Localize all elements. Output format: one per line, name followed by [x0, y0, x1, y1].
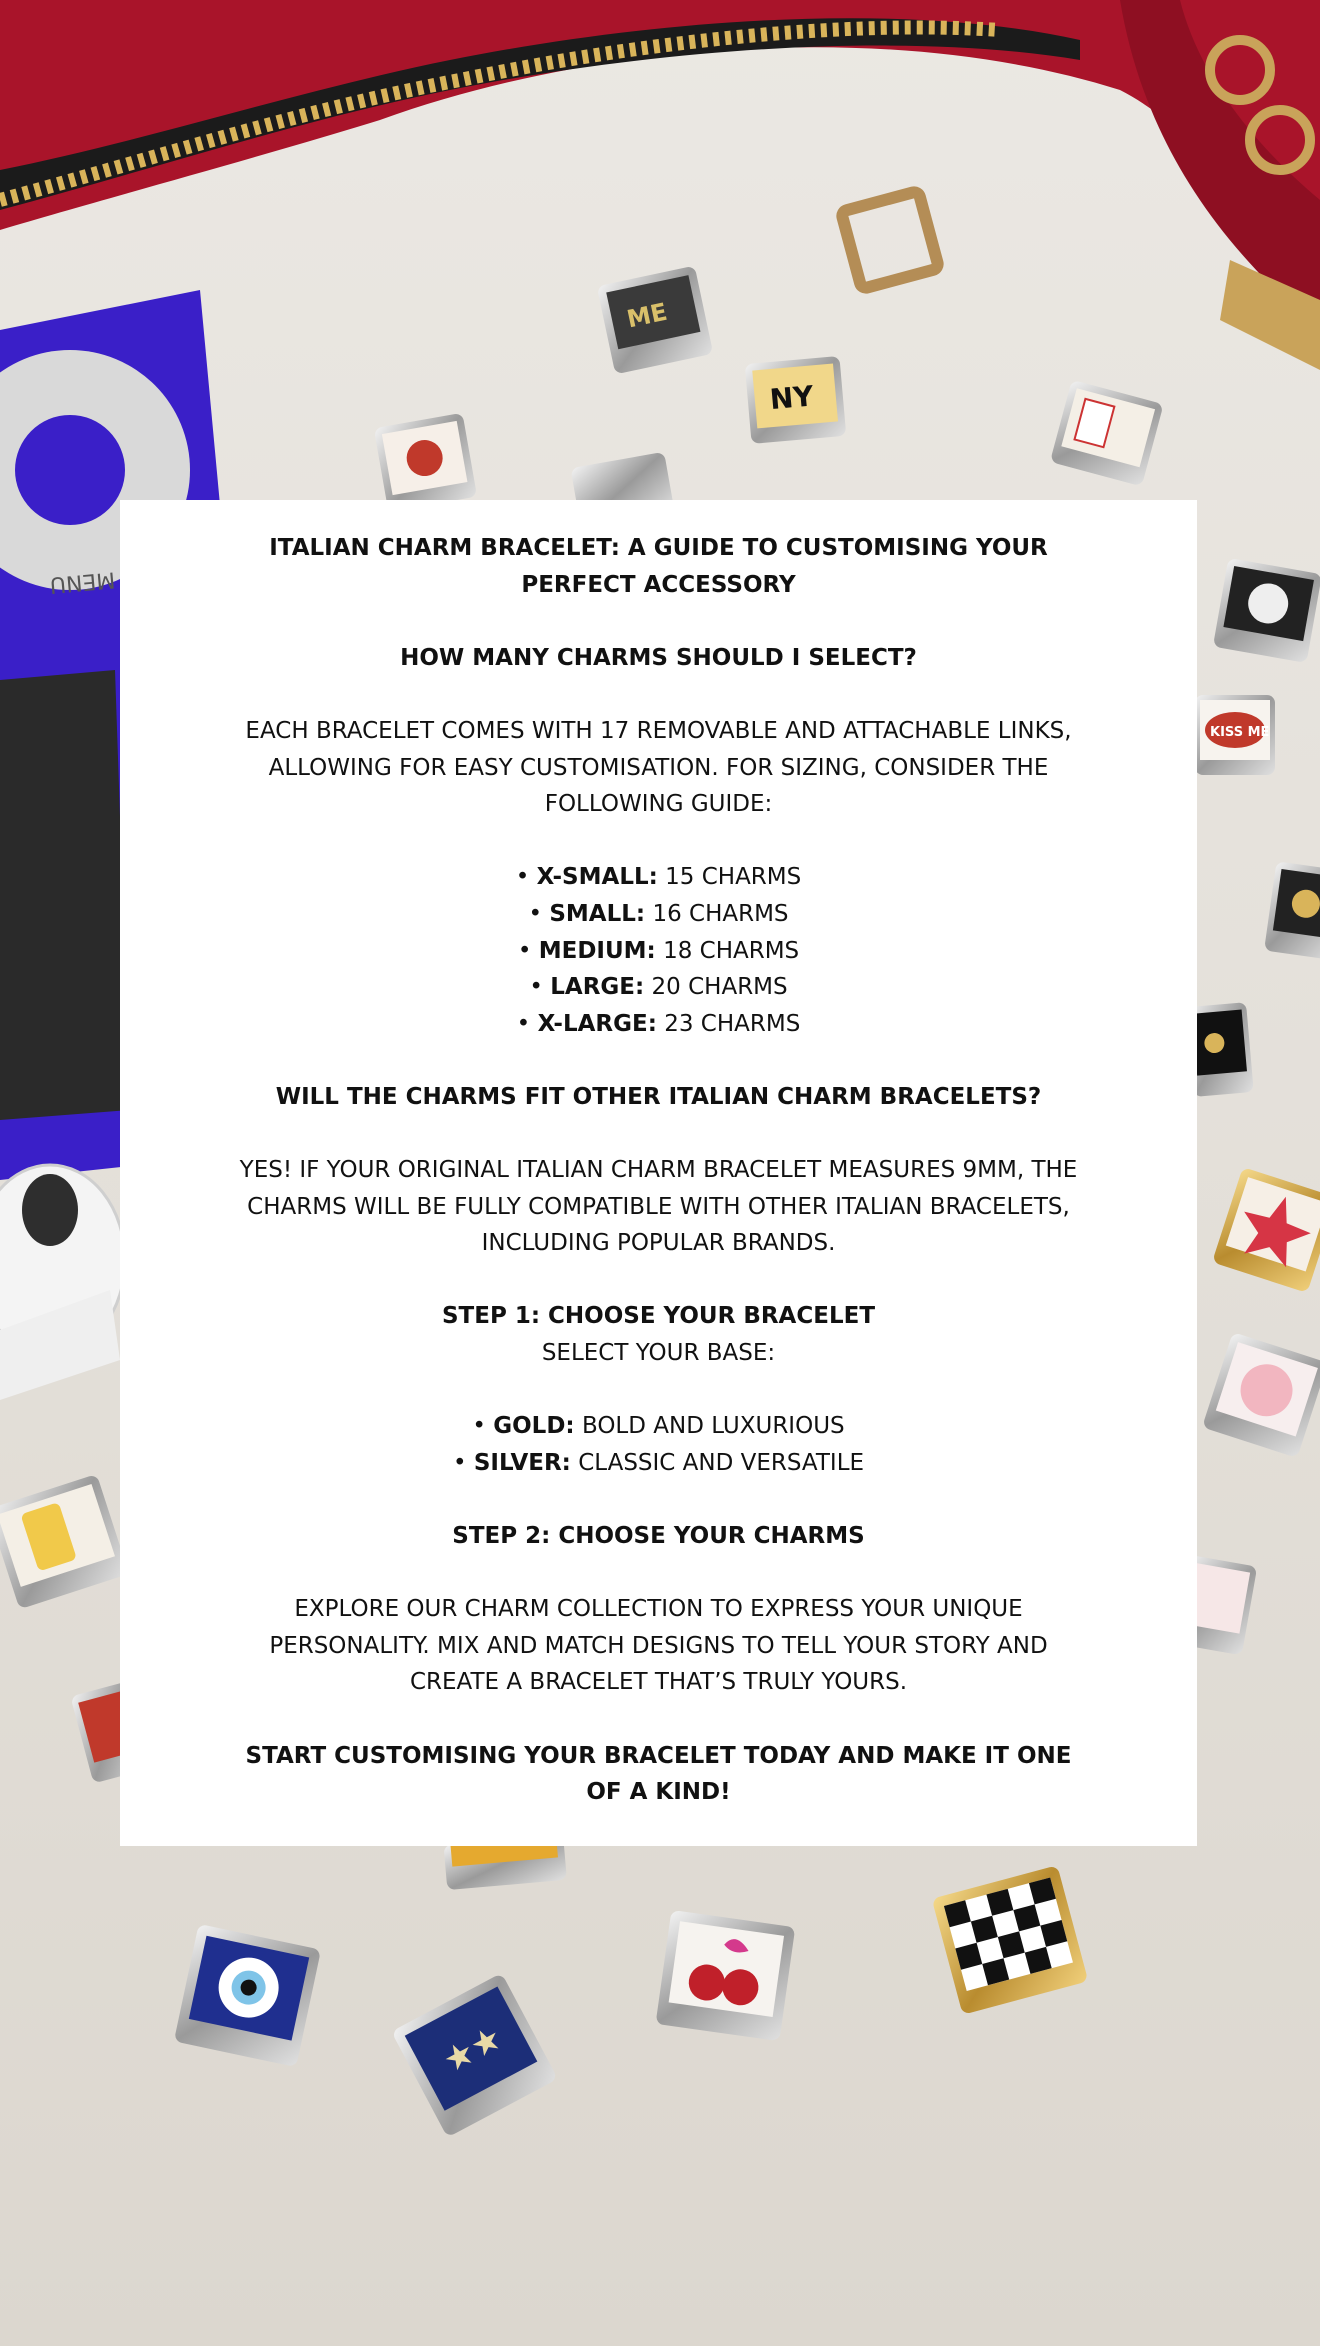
charm-evil-eye: [174, 1924, 321, 2067]
size-item: • MEDIUM: 18 CHARMS: [517, 937, 800, 964]
size-label: SMALL:: [549, 900, 646, 927]
size-label: X-SMALL:: [536, 864, 658, 891]
ipod-menu-label: MENU: [48, 566, 117, 598]
how-many-charms-answer: EACH BRACELET COMES WITH 17 REMOVABLE AND ATTACHABLE LINKS, ALLOWING FOR EASY CUSTOMISATION. FOR SIZING, CONSIDER THE FOLLOWING GUIDE:: [245, 717, 1072, 818]
closing-call-to-action: START CUSTOMISING YOUR BRACELET TODAY AND MAKE IT ONE OF A KIND!: [245, 1742, 1072, 1806]
guide-title: ITALIAN CHARM BRACELET: A GUIDE TO CUSTOMISING YOUR PERFECT ACCESSORY: [269, 535, 1048, 598]
size-item: • SMALL: 16 CHARMS: [528, 900, 789, 927]
step-2-heading: STEP 2: CHOOSE YOUR CHARMS: [452, 1523, 865, 1550]
base-label: SILVER:: [473, 1449, 571, 1476]
svg-text:KISS ME: KISS ME: [1210, 725, 1270, 740]
question-how-many-charms: HOW MANY CHARMS SHOULD I SELECT?: [400, 644, 917, 671]
size-value: 15 CHARMS: [665, 864, 802, 891]
charm-kiss: [1195, 695, 1275, 775]
compatibility-answer: YES! IF YOUR ORIGINAL ITALIAN CHARM BRACELET MEASURES 9MM, THE CHARMS WILL BE FULLY COMPATIBLE WITH OTHER ITALIAN BRACELETS, INCLUDING POPULAR BRANDS.: [239, 1157, 1078, 1257]
charm-clock: [1213, 558, 1320, 663]
step-1-heading: STEP 1: CHOOSE YOUR BRACELET: [441, 1303, 876, 1330]
step-1-subheading: SELECT YOUR BASE:: [541, 1340, 776, 1367]
base-value: CLASSIC AND VERSATILE: [578, 1449, 865, 1476]
guide-card: [120, 500, 1197, 1846]
svg-text:ME: ME: [624, 297, 670, 334]
size-label: LARGE:: [550, 974, 645, 1001]
size-label: X-LARGE:: [537, 1010, 657, 1037]
step-2-body: EXPLORE OUR CHARM COLLECTION TO EXPRESS YOUR UNIQUE PERSONALITY. MIX AND MATCH DESIGNS TO TELL YOUR STORY AND CREATE A BRACELET THAT’S TRULY YOURS.: [269, 1596, 1048, 1696]
base-item: • GOLD: BOLD AND LUXURIOUS: [472, 1413, 845, 1440]
size-value: 20 CHARMS: [651, 974, 788, 1001]
size-item: • X-SMALL: 15 CHARMS: [515, 864, 802, 891]
size-item: • X-LARGE: 23 CHARMS: [516, 1010, 801, 1037]
charm-red: [374, 413, 477, 512]
size-item: • LARGE: 20 CHARMS: [529, 974, 788, 1001]
charm-cherries: [656, 1910, 796, 2041]
base-value: BOLD AND LUXURIOUS: [581, 1413, 845, 1440]
size-label: MEDIUM:: [538, 937, 656, 964]
svg-text:★★: ★★: [436, 2017, 509, 2082]
size-value: 16 CHARMS: [652, 900, 789, 927]
question-compatibility: WILL THE CHARMS FIT OTHER ITALIAN CHARM BRACELETS?: [275, 1083, 1042, 1110]
base-label: GOLD:: [493, 1413, 575, 1440]
size-value: 23 CHARMS: [664, 1010, 801, 1037]
charm-ny: [745, 356, 847, 444]
svg-text:NY: NY: [768, 379, 815, 417]
base-item: • SILVER: CLASSIC AND VERSATILE: [452, 1449, 865, 1476]
size-value: 18 CHARMS: [663, 937, 800, 964]
